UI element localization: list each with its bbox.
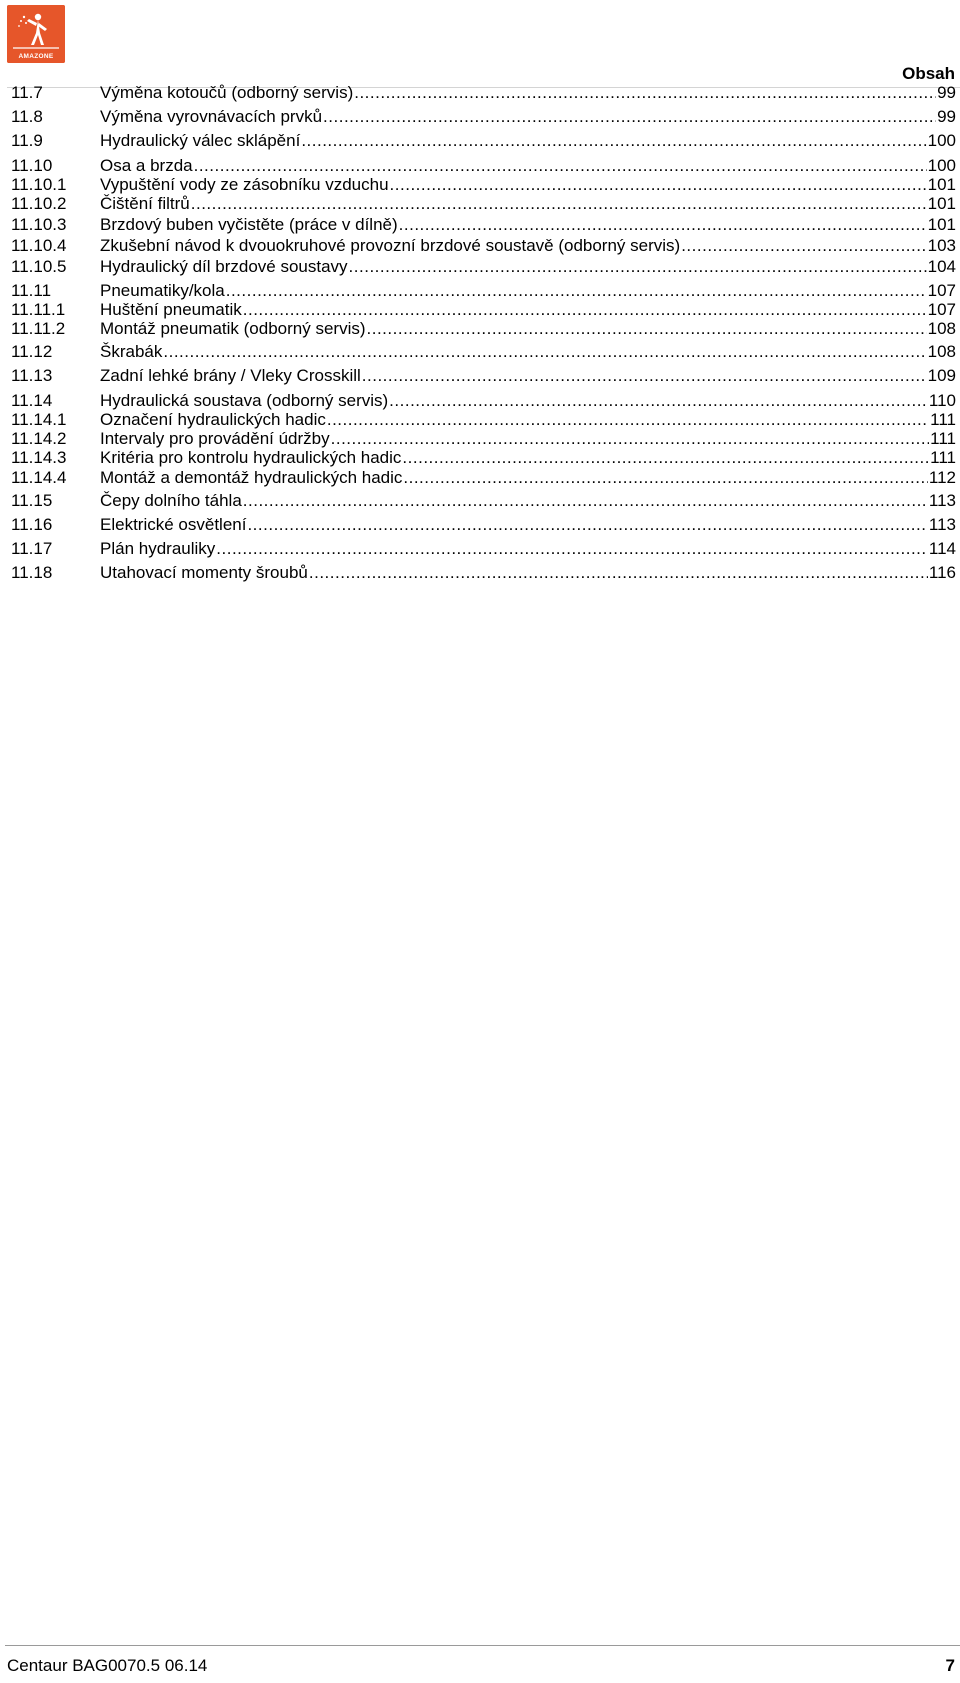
toc-dot-leader: [216, 539, 928, 559]
toc-dot-leader: [402, 448, 929, 468]
toc-entry-number: 11.17: [11, 539, 53, 558]
toc-entry[interactable]: [11, 300, 956, 320]
toc-entry-title: Označení hydraulických hadic: [100, 410, 326, 429]
toc-entry[interactable]: [11, 391, 956, 411]
toc-entry-title: Vypuštění vody ze zásobníku vzduchu: [100, 175, 389, 194]
toc-entry-title: Hydraulický díl brzdové soustavy: [100, 257, 348, 276]
section-title: Obsah: [902, 64, 955, 83]
toc-dot-leader: [194, 156, 927, 176]
toc-entry[interactable]: [11, 366, 956, 386]
toc-dot-leader: [681, 236, 926, 256]
toc-entry-page: 111: [930, 410, 956, 429]
toc-entry-title: Huštění pneumatik: [100, 300, 242, 319]
toc-dot-leader: [367, 319, 927, 339]
toc-dot-leader: [301, 131, 926, 151]
toc-dot-leader: [354, 83, 936, 103]
toc-dot-leader: [243, 300, 927, 320]
toc-entry-page: 104: [927, 257, 956, 276]
toc-entry-number: 11.11.2: [11, 319, 66, 338]
toc-entry[interactable]: [11, 107, 956, 127]
toc-entry[interactable]: [11, 156, 956, 176]
toc-entry-number: 11.13: [11, 366, 53, 385]
toc-entry-number: 11.10: [11, 156, 53, 175]
toc-entry-number: 11.10.3: [11, 215, 67, 234]
toc-entry-page: 114: [928, 539, 956, 558]
toc-entry[interactable]: [11, 563, 956, 583]
toc-entry-title: Zadní lehké brány / Vleky Crosskill: [100, 366, 361, 385]
toc-entry[interactable]: [11, 215, 956, 235]
toc-entry-number: 11.10.5: [11, 257, 67, 276]
toc-entry[interactable]: [11, 131, 956, 151]
toc-entry-page: 113: [928, 515, 956, 534]
toc-entry-page: 100: [927, 131, 956, 150]
toc-entry-page: 99: [937, 83, 956, 102]
toc-entry-number: 11.14.3: [11, 448, 67, 467]
toc-dot-leader: [191, 194, 927, 214]
toc-dot-leader: [226, 281, 927, 301]
toc-entry-number: 11.9: [11, 131, 43, 150]
toc-entry[interactable]: [11, 448, 956, 468]
toc-entry-title: Osa a brzda: [100, 156, 193, 175]
toc-entry-title: Utahovací momenty šroubů: [100, 563, 308, 582]
toc-entry-number: 11.14.2: [11, 429, 67, 448]
toc-entry-page: 109: [927, 366, 956, 385]
toc-entry[interactable]: [11, 319, 956, 339]
toc-entry-number: 11.11.1: [11, 300, 66, 319]
toc-entry-number: 11.16: [11, 515, 53, 534]
toc-entry-title: Intervaly pro provádění údržby: [100, 429, 330, 448]
toc-entry-page: 111: [930, 429, 956, 448]
toc-entry[interactable]: [11, 429, 956, 449]
toc-dot-leader: [327, 410, 929, 430]
toc-dot-leader: [331, 429, 930, 449]
toc-entry-title: Výměna vyrovnávacích prvků: [100, 107, 323, 126]
toc-entry-page: 108: [927, 319, 956, 338]
toc-entry-title: Výměna kotoučů (odborný servis): [100, 83, 354, 102]
toc-entry[interactable]: [11, 515, 956, 535]
toc-dot-leader: [403, 468, 928, 488]
footer-page-number: 7: [945, 1656, 955, 1675]
toc-entry-number: 11.10.4: [11, 236, 67, 255]
toc-entry[interactable]: [11, 83, 956, 103]
toc-entry-number: 11.7: [11, 83, 43, 102]
toc-entry-number: 11.14: [11, 391, 53, 410]
toc-dot-leader: [247, 515, 927, 535]
toc-entry[interactable]: [11, 257, 956, 277]
toc-dot-leader: [399, 215, 927, 235]
toc-entry[interactable]: [11, 539, 956, 559]
toc-entry-page: 108: [927, 342, 956, 361]
toc-entry-page: 110: [928, 391, 956, 410]
toc-entry-title: Montáž pneumatik (odborný servis): [100, 319, 366, 338]
toc-dot-leader: [323, 107, 936, 127]
toc-entry-title: Čištění filtrů: [100, 194, 190, 213]
toc-dot-leader: [362, 366, 927, 386]
toc-entry[interactable]: [11, 175, 956, 195]
toc-dot-leader: [390, 175, 927, 195]
toc-entry-page: 101: [927, 175, 956, 194]
toc-entry-page: 103: [927, 236, 956, 255]
toc-entry-title: Montáž a demontáž hydraulických hadic: [100, 468, 403, 487]
toc-entry-page: 111: [930, 448, 956, 467]
toc-dot-leader: [309, 563, 928, 583]
toc-entry-title: Hydraulická soustava (odborný servis): [100, 391, 389, 410]
footer-document-id: Centaur BAG0070.5 06.14: [7, 1656, 208, 1675]
toc-entry-page: 101: [927, 194, 956, 213]
toc-entry-title: Čepy dolního táhla: [100, 491, 242, 510]
toc-entry-title: Elektrické osvětlení: [100, 515, 247, 534]
toc-entry-page: 99: [937, 107, 956, 126]
toc-entry-page: 100: [927, 156, 956, 175]
toc-entry-number: 11.15: [11, 491, 53, 510]
toc-entry-page: 116: [928, 563, 956, 582]
toc-entry-page: 113: [928, 491, 956, 510]
toc-dot-leader: [163, 342, 926, 362]
toc-entry-title: Kritéria pro kontrolu hydraulických hadic: [100, 448, 402, 467]
logo-wordmark: AMAZONE: [18, 53, 54, 60]
toc-entry[interactable]: [11, 491, 956, 511]
amazone-logo: [7, 5, 65, 63]
toc-entry-number: 11.12: [11, 342, 53, 361]
toc-entry-title: Hydraulický válec sklápění: [100, 131, 301, 150]
toc-dot-leader: [243, 491, 928, 511]
toc-entry-page: 101: [927, 215, 956, 234]
toc-entry-page: 107: [927, 300, 956, 319]
toc-entry-number: 11.14.4: [11, 468, 67, 487]
toc-entry-title: Pneumatiky/kola: [100, 281, 225, 300]
toc-entry-number: 11.18: [11, 563, 53, 582]
toc-entry-title: Brzdový buben vyčistěte (práce v dílně): [100, 215, 398, 234]
toc-entry-number: 11.10.1: [11, 175, 67, 194]
footer-divider: [5, 1645, 960, 1646]
toc-entry[interactable]: [11, 194, 956, 214]
toc-entry-title: Plán hydrauliky: [100, 539, 216, 558]
toc-entry[interactable]: [11, 410, 956, 430]
toc-dot-leader: [389, 391, 928, 411]
toc-entry-title: Škrabák: [100, 342, 163, 361]
toc-entry[interactable]: [11, 236, 956, 256]
toc-entry-number: 11.14.1: [11, 410, 67, 429]
toc-entry-number: 11.10.2: [11, 194, 67, 213]
toc-entry[interactable]: [11, 468, 956, 488]
toc-entry-page: 107: [927, 281, 956, 300]
toc-entry-number: 11.8: [11, 107, 43, 126]
toc-entry[interactable]: [11, 281, 956, 301]
toc-dot-leader: [349, 257, 927, 277]
toc-entry-page: 112: [928, 468, 956, 487]
toc-entry-title: Zkušební návod k dvouokruhové provozní brzdové soustavě (odborný servis): [100, 236, 681, 255]
toc-entry-number: 11.11: [11, 281, 52, 300]
toc-entry[interactable]: [11, 342, 956, 362]
